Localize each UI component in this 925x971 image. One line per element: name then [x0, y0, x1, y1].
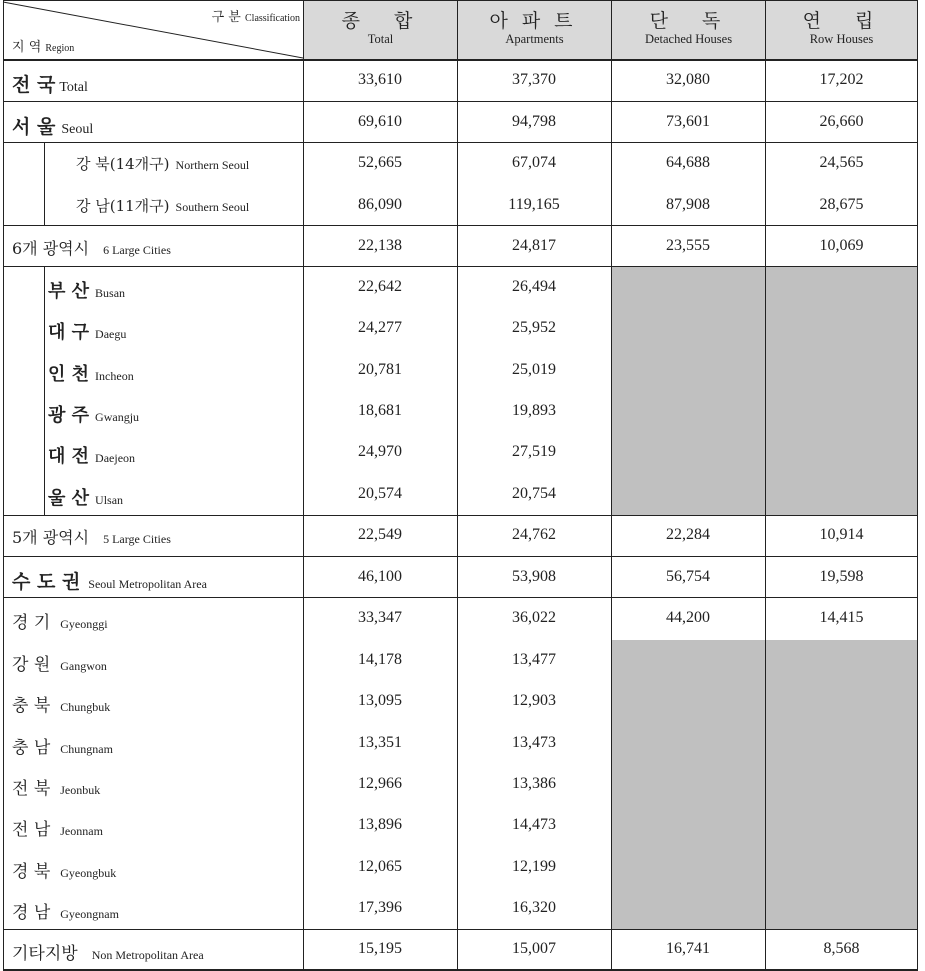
region-name-en: Jeonnam — [60, 824, 103, 838]
col-subheader-detached: Detached Houses — [644, 32, 733, 46]
region-name-jeonnam — [12, 815, 103, 840]
region-name-en: Daejeon — [95, 451, 136, 465]
value-cell: 24,565 — [819, 154, 864, 171]
region-name-non-metropolitan-area — [12, 939, 204, 964]
horizontal-rule — [3, 597, 918, 598]
region-name-ko: 전 북 — [12, 779, 51, 799]
region-name-en: Seoul Metropolitan Area — [88, 577, 207, 591]
value-cell: 18,681 — [358, 402, 402, 419]
region-name-seoul-metropolitan-area — [12, 567, 207, 594]
region-name-ko: 부 산 — [48, 281, 90, 302]
region-name-en: Busan — [95, 286, 126, 300]
region-name-ko: 6개 광역시 — [12, 239, 90, 258]
value-cell: 15,195 — [358, 940, 402, 957]
region-name-seoul — [12, 112, 93, 139]
region-name-en: Gwangju — [95, 410, 140, 424]
region-name-ko: 서 울 — [12, 116, 56, 138]
region-name-ko: 전 국 — [12, 74, 56, 96]
table-row — [0, 308, 925, 349]
table-row — [0, 847, 925, 888]
region-name-en: 5 Large Cities — [103, 532, 171, 546]
vertical-rule — [765, 0, 766, 971]
horizontal-rule — [3, 0, 918, 1]
value-cell: 22,642 — [358, 278, 402, 295]
value-cell: 25,952 — [512, 319, 556, 336]
value-cell: 14,473 — [512, 816, 556, 833]
region-name-ko: 전 남 — [12, 820, 51, 840]
region-name-ko: 강 남(11개구) — [76, 197, 170, 215]
value-cell: 14,415 — [819, 609, 864, 626]
value-cell: 24,762 — [512, 526, 556, 543]
value-cell: 19,893 — [512, 402, 556, 419]
region-name-en: Seoul — [61, 122, 94, 137]
value-cell: 13,896 — [358, 816, 402, 833]
col-subheader-apartments: Apartments — [505, 32, 564, 46]
horizontal-rule — [3, 59, 918, 61]
region-name-en: Gyeongbuk — [60, 866, 117, 880]
horizontal-rule — [3, 266, 918, 267]
table-row — [0, 723, 925, 764]
value-cell: 86,090 — [358, 196, 402, 213]
vertical-rule — [44, 266, 45, 516]
value-cell: 22,138 — [358, 237, 402, 254]
region-name-ko: 5개 광역시 — [12, 528, 90, 547]
value-cell: 20,754 — [512, 485, 556, 502]
region-name-jeonbuk — [12, 774, 100, 799]
value-cell: 22,284 — [666, 526, 710, 543]
table-row — [0, 640, 925, 681]
value-cell: 13,386 — [512, 775, 556, 792]
value-cell: 10,069 — [819, 237, 864, 254]
region-name-ko: 경 기 — [12, 613, 51, 633]
table-row — [0, 474, 925, 515]
region-name-ko: 경 남 — [12, 903, 51, 923]
region-name-en: Ulsan — [95, 493, 124, 507]
value-cell: 14,178 — [358, 651, 402, 668]
region-name-total — [12, 70, 88, 97]
classification-en: Classification — [245, 13, 300, 24]
value-cell: 46,100 — [358, 568, 402, 585]
value-cell: 20,781 — [358, 361, 402, 378]
region-name-en: Jeonbuk — [60, 783, 101, 797]
vertical-rule — [917, 0, 918, 971]
region-name-ko: 수 도 권 — [12, 571, 81, 593]
region-name-southern-seoul — [76, 195, 249, 216]
table-row — [0, 557, 925, 598]
value-cell: 17,396 — [358, 899, 402, 916]
value-cell: 24,970 — [358, 443, 402, 460]
region-name-en: Gyeonggi — [60, 617, 108, 631]
value-cell: 13,095 — [358, 692, 402, 709]
value-cell: 53,908 — [512, 568, 556, 585]
region-name-ko: 강 북(14개구) — [76, 155, 170, 173]
value-cell: 26,494 — [512, 278, 556, 295]
region-ko: 지 역 — [12, 40, 42, 55]
value-cell: 13,473 — [512, 734, 556, 751]
region-name-en: Gyeongnam — [60, 907, 119, 921]
classification-label — [212, 6, 300, 25]
table-row — [0, 805, 925, 846]
value-cell: 24,817 — [512, 237, 556, 254]
value-cell: 56,754 — [666, 568, 710, 585]
region-name-ko: 울 산 — [48, 488, 90, 509]
region-name-daegu — [48, 318, 126, 344]
table-row — [0, 432, 925, 473]
value-cell: 37,370 — [512, 71, 556, 88]
value-cell: 24,277 — [358, 319, 402, 336]
col-header-total: 종 합 — [341, 10, 427, 32]
col-subheader-total: Total — [367, 32, 394, 46]
horizontal-rule — [3, 515, 918, 516]
value-cell: 32,080 — [666, 71, 710, 88]
region-name-en: Non Metropolitan Area — [91, 948, 204, 962]
value-cell: 13,351 — [358, 734, 402, 751]
region-name-en: Chungnam — [60, 742, 113, 756]
classification-ko: 구 분 — [211, 10, 241, 25]
value-cell: 12,903 — [512, 692, 556, 709]
table-row — [0, 515, 925, 556]
region-name-ko: 기타지방 — [12, 944, 78, 964]
table-row — [0, 102, 925, 143]
value-cell: 33,347 — [358, 609, 402, 626]
region-name-en: Incheon — [95, 369, 134, 383]
value-cell: 10,914 — [819, 526, 864, 543]
value-cell: 33,610 — [358, 71, 402, 88]
value-cell: 36,022 — [512, 609, 556, 626]
region-name-en: Northern Seoul — [175, 158, 250, 172]
table-row — [0, 143, 925, 184]
value-cell: 94,798 — [512, 113, 556, 130]
region-name-ko: 대 전 — [48, 446, 90, 467]
table-row — [0, 888, 925, 929]
region-name-gyeongnam — [12, 898, 119, 923]
col-header-row-houses: 연 립 — [802, 10, 888, 32]
value-cell: 17,202 — [819, 71, 864, 88]
table-row — [0, 267, 925, 308]
region-name-5-large-cities — [12, 525, 171, 548]
region-name-en: Total — [59, 80, 88, 95]
region-label — [12, 36, 74, 55]
value-cell: 67,074 — [512, 154, 556, 171]
value-cell: 19,598 — [819, 568, 864, 585]
table-row — [0, 185, 925, 226]
region-name-ko: 대 구 — [48, 322, 90, 343]
value-cell: 64,688 — [666, 154, 710, 171]
vertical-rule — [3, 0, 4, 971]
region-name-en: 6 Large Cities — [103, 243, 171, 257]
col-header-apartments: 아파트 — [489, 10, 587, 32]
value-cell: 12,966 — [358, 775, 402, 792]
region-name-en: Gangwon — [60, 659, 107, 673]
table-row — [0, 929, 925, 970]
table-row — [0, 681, 925, 722]
table-row — [0, 60, 925, 101]
value-cell: 44,200 — [666, 609, 710, 626]
value-cell: 23,555 — [666, 237, 710, 254]
region-name-gangwon — [12, 650, 107, 675]
col-subheader-row-houses: Row Houses — [809, 32, 874, 46]
region-name-6-large-cities — [12, 236, 171, 259]
region-name-ko: 광 주 — [48, 405, 90, 426]
value-cell: 16,741 — [666, 940, 710, 957]
horizontal-rule — [3, 929, 918, 930]
value-cell: 12,199 — [512, 858, 556, 875]
region-name-gwangju — [48, 401, 139, 427]
value-cell: 16,320 — [512, 899, 556, 916]
horizontal-rule — [3, 556, 918, 557]
value-cell: 73,601 — [666, 113, 710, 130]
value-cell: 69,610 — [358, 113, 402, 130]
value-cell: 13,477 — [512, 651, 556, 668]
region-name-incheon — [48, 360, 134, 386]
table-row — [0, 391, 925, 432]
horizontal-rule — [3, 225, 918, 226]
region-name-busan — [48, 277, 125, 303]
value-cell: 12,065 — [358, 858, 402, 875]
horizontal-rule — [3, 101, 918, 102]
value-cell: 26,660 — [819, 113, 864, 130]
value-cell: 22,549 — [358, 526, 402, 543]
vertical-rule — [44, 142, 45, 226]
table-row — [0, 764, 925, 805]
region-name-en: Southern Seoul — [175, 200, 250, 214]
region-name-northern-seoul — [76, 153, 249, 174]
value-cell: 8,568 — [823, 940, 860, 957]
value-cell: 27,519 — [512, 443, 556, 460]
vertical-rule — [457, 0, 458, 971]
horizontal-rule — [3, 142, 918, 143]
vertical-rule — [611, 0, 612, 971]
region-name-daejeon — [48, 442, 135, 468]
value-cell: 28,675 — [819, 196, 864, 213]
region-name-gyeonggi — [12, 608, 108, 633]
vertical-rule — [303, 0, 304, 971]
region-name-chungnam — [12, 733, 113, 758]
region-name-gyeongbuk — [12, 857, 116, 882]
table-row — [0, 598, 925, 639]
value-cell: 25,019 — [512, 361, 556, 378]
region-name-en: Chungbuk — [60, 700, 111, 714]
value-cell: 119,165 — [508, 196, 560, 213]
region-en: Region — [45, 43, 75, 54]
region-name-ko: 충 남 — [12, 738, 51, 758]
value-cell: 87,908 — [666, 196, 710, 213]
value-cell: 15,007 — [512, 940, 556, 957]
region-name-en: Daegu — [95, 327, 127, 341]
region-name-ko: 경 북 — [12, 862, 51, 882]
region-name-ko: 충 북 — [12, 696, 51, 716]
region-name-ko: 인 천 — [48, 364, 90, 385]
table-row — [0, 350, 925, 391]
region-name-chungbuk — [12, 691, 110, 716]
col-header-detached: 단 독 — [649, 10, 735, 32]
value-cell: 52,665 — [358, 154, 402, 171]
region-name-ko: 강 원 — [12, 655, 51, 675]
table-row — [0, 226, 925, 267]
region-name-ulsan — [48, 484, 123, 510]
value-cell: 20,574 — [358, 485, 402, 502]
